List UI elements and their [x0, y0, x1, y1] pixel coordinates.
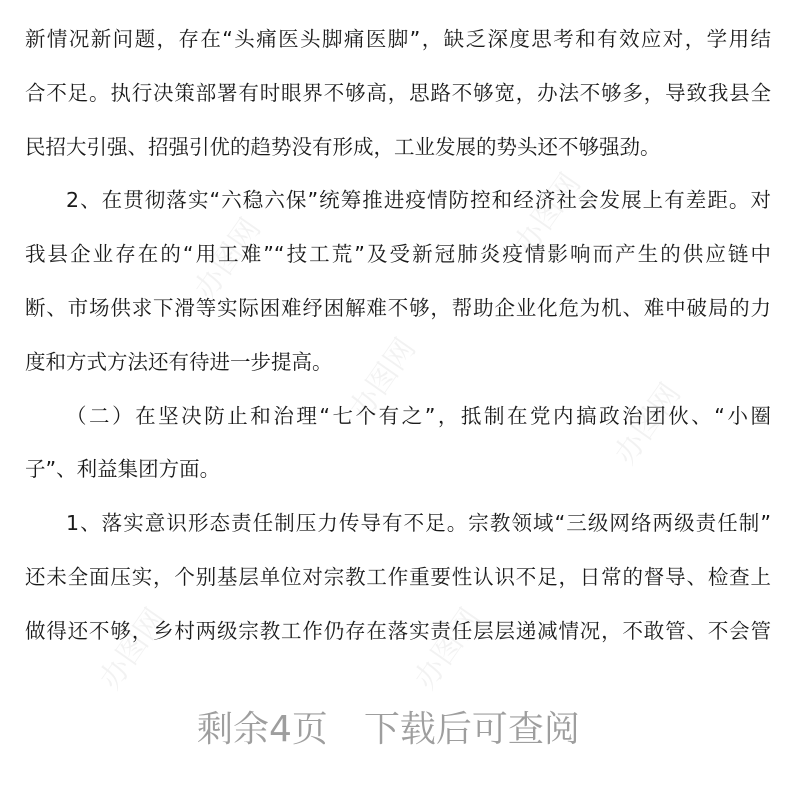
text-line: 2、在贯彻落实“六稳六保”统筹推进疫情防控和经济社会发展上有差距。对 — [66, 188, 771, 213]
watermark: 办图网 — [342, 332, 424, 426]
remaining-pages-label: 剩余4页 — [197, 709, 328, 750]
paragraph — [25, 13, 771, 174]
text-line: 断、市场供求下滑等实际困难纾困解难不够，帮助企业化危为机、难中破局的力 — [25, 295, 771, 320]
text-line: 做得还不够，乡村两级宗教工作仍存在落实责任层层递减情况，不敢管、不会管 — [25, 618, 771, 643]
text-line: 我县企业存在的“用工难”“技工荒”及受新冠肺炎疫情影响而产生的供应链中 — [25, 242, 771, 267]
section-heading-line: （二）在坚决防止和治理“七个有之”，抵制在党内搞政治团伙、“小圈 — [66, 403, 771, 428]
watermark: 办图网 — [507, 167, 589, 261]
watermark: 办图网 — [607, 377, 689, 471]
watermark: 办图网 — [187, 212, 269, 306]
download-prompt[interactable] — [197, 706, 580, 754]
paragraph — [25, 497, 771, 658]
text-line: 民招大引强、招强引优的趋势没有形成，工业发展的势头还不够强劲。 — [25, 134, 661, 159]
paragraph — [25, 174, 771, 389]
watermark: 办图网 — [92, 602, 174, 696]
paragraph — [25, 390, 771, 498]
text-line: 度和方式方法还有待进一步提高。 — [25, 349, 333, 374]
document-body — [25, 13, 771, 659]
text-line: 新情况新问题，存在“头痛医头脚痛医脚”，缺乏深度思考和有效应对，学用结 — [25, 27, 771, 51]
download-hint-label: 下载后可查阅 — [363, 709, 580, 750]
watermark: 办图网 — [407, 602, 489, 696]
text-line: 合不足。执行决策部署有时眼界不够高，思路不够宽，办法不够多，导致我县全 — [25, 80, 771, 105]
text-line: 还未全面压实，个别基层单位对宗教工作重要性认识不足，日常的督导、检查上 — [25, 564, 771, 589]
section-heading-line: 子”、利益集团方面。 — [25, 457, 221, 482]
text-line: 1、落实意识形态责任制压力传导有不足。宗教领域“三级网络两级责任制” — [66, 511, 771, 536]
